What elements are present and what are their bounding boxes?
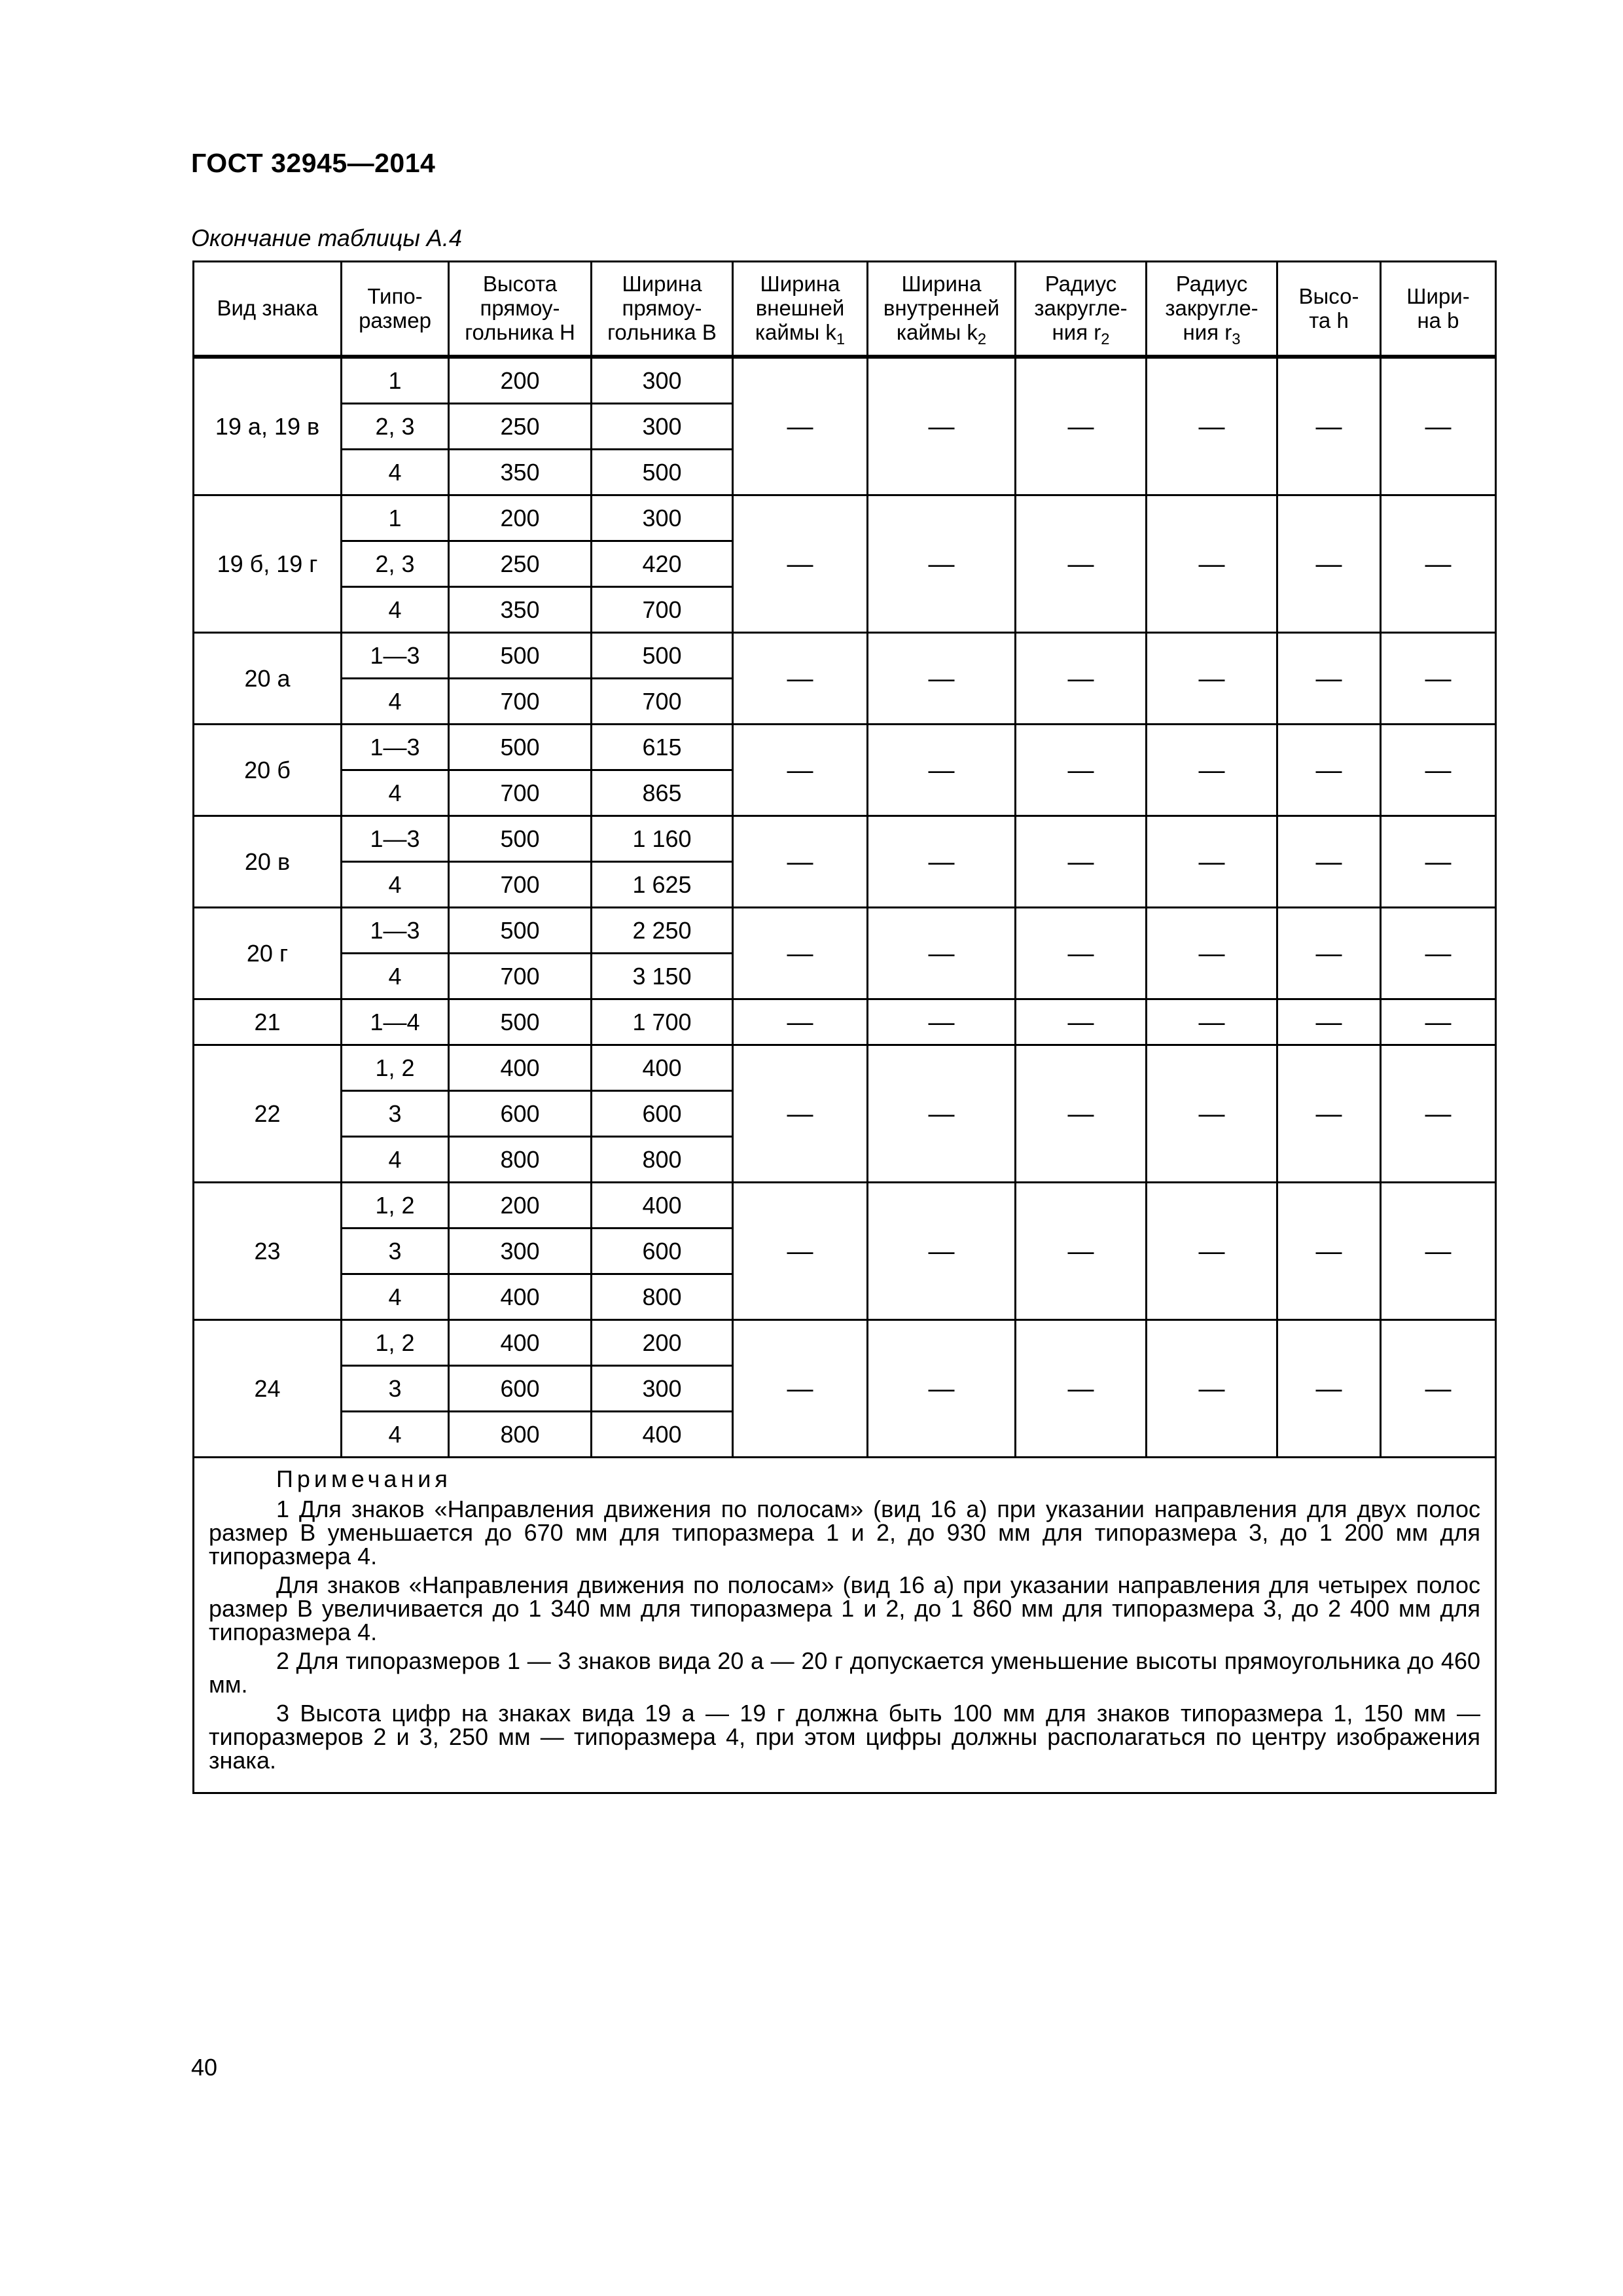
table-row xyxy=(194,1183,1496,1229)
header-cell: Высота прямоу- гольника H xyxy=(449,262,592,357)
header-cell: Ширина внешней каймы $k_1$ xyxy=(733,262,868,357)
dash-cell: — xyxy=(1381,1320,1496,1458)
dash-cell: — xyxy=(733,1045,868,1183)
dash-cell: — xyxy=(1381,999,1496,1045)
width-cell: 400 xyxy=(592,1045,733,1091)
size-cell: 4 xyxy=(342,679,449,725)
dash-cell: — xyxy=(1277,633,1381,725)
size-cell: 2, 3 xyxy=(342,404,449,450)
height-cell: 600 xyxy=(449,1091,592,1137)
dash-cell: — xyxy=(733,816,868,908)
dash-cell: — xyxy=(1016,999,1147,1045)
size-cell: 1—3 xyxy=(342,908,449,954)
dash-cell: — xyxy=(1016,1320,1147,1458)
dash-cell: — xyxy=(733,357,868,495)
sign-kind-cell: 22 xyxy=(194,1045,342,1183)
dash-cell: — xyxy=(1277,816,1381,908)
width-cell: 615 xyxy=(592,725,733,770)
dash-cell: — xyxy=(1277,357,1381,495)
dash-cell: — xyxy=(1381,908,1496,999)
width-cell: 1 625 xyxy=(592,862,733,908)
table-row xyxy=(194,633,1496,679)
dash-cell: — xyxy=(868,725,1016,816)
header-cell: Типо- размер xyxy=(342,262,449,357)
height-cell: 200 xyxy=(449,357,592,404)
dash-cell: — xyxy=(1147,1320,1277,1458)
size-cell: 1, 2 xyxy=(342,1320,449,1366)
notes-title: Примечания xyxy=(276,1465,452,1492)
width-cell: 300 xyxy=(592,1366,733,1412)
dash-cell: — xyxy=(733,633,868,725)
width-cell: 420 xyxy=(592,541,733,587)
height-cell: 700 xyxy=(449,770,592,816)
table-row xyxy=(194,1045,1496,1091)
height-cell: 800 xyxy=(449,1412,592,1458)
table-header-row xyxy=(194,262,1496,357)
size-cell: 3 xyxy=(342,1366,449,1412)
dash-cell: — xyxy=(1147,633,1277,725)
width-cell: 300 xyxy=(592,357,733,404)
sign-kind-cell: 20 б xyxy=(194,725,342,816)
dimensions-table xyxy=(192,260,1497,1794)
dash-cell: — xyxy=(1277,1320,1381,1458)
header-cell: Ширина внутренней каймы $k_2$ xyxy=(868,262,1016,357)
size-cell: 2, 3 xyxy=(342,541,449,587)
header-cell: Шири- на b xyxy=(1381,262,1496,357)
document-code: ГОСТ 32945—2014 xyxy=(191,148,436,178)
height-cell: 700 xyxy=(449,862,592,908)
table-row xyxy=(194,1320,1496,1366)
dash-cell: — xyxy=(733,999,868,1045)
dash-cell: — xyxy=(1147,725,1277,816)
dash-cell: — xyxy=(1016,908,1147,999)
width-cell: 600 xyxy=(592,1229,733,1274)
width-cell: 1 160 xyxy=(592,816,733,862)
height-cell: 400 xyxy=(449,1320,592,1366)
size-cell: 1 xyxy=(342,495,449,541)
dash-cell: — xyxy=(1016,357,1147,495)
height-cell: 700 xyxy=(449,954,592,999)
dash-cell: — xyxy=(1277,999,1381,1045)
width-cell: 800 xyxy=(592,1137,733,1183)
size-cell: 4 xyxy=(342,770,449,816)
table-row xyxy=(194,495,1496,541)
width-cell: 300 xyxy=(592,404,733,450)
dash-cell: — xyxy=(868,495,1016,633)
dash-cell: — xyxy=(1381,1183,1496,1320)
sign-kind-cell: 19 а, 19 в xyxy=(194,357,342,495)
width-cell: 700 xyxy=(592,587,733,633)
header-cell: Вид знака xyxy=(194,262,342,357)
size-cell: 4 xyxy=(342,954,449,999)
dash-cell: — xyxy=(1277,908,1381,999)
dash-cell: — xyxy=(733,1183,868,1320)
dash-cell: — xyxy=(868,908,1016,999)
dash-cell: — xyxy=(1147,816,1277,908)
dash-cell: — xyxy=(1147,1045,1277,1183)
dash-cell: — xyxy=(868,1045,1016,1183)
dash-cell: — xyxy=(868,1320,1016,1458)
height-cell: 600 xyxy=(449,1366,592,1412)
note-paragraph: 2 Для типоразмеров 1 — 3 знаков вида 20 а — 20 г допускается уменьшение высоты прямоугольника до 460 мм. xyxy=(209,1647,1480,1698)
size-cell: 1—3 xyxy=(342,633,449,679)
header-cell: Радиус закругле- ния $r_3$ xyxy=(1147,262,1277,357)
dash-cell: — xyxy=(1381,1045,1496,1183)
header-cell: Высо- та h xyxy=(1277,262,1381,357)
height-cell: 500 xyxy=(449,999,592,1045)
table-row xyxy=(194,816,1496,862)
height-cell: 200 xyxy=(449,1183,592,1229)
width-cell: 3 150 xyxy=(592,954,733,999)
size-cell: 4 xyxy=(342,450,449,495)
page-number: 40 xyxy=(191,2054,218,2081)
dash-cell: — xyxy=(733,725,868,816)
dash-cell: — xyxy=(1381,357,1496,495)
width-cell: 865 xyxy=(592,770,733,816)
dash-cell: — xyxy=(1381,725,1496,816)
sign-kind-cell: 23 xyxy=(194,1183,342,1320)
height-cell: 250 xyxy=(449,541,592,587)
dash-cell: — xyxy=(1277,495,1381,633)
table-row xyxy=(194,908,1496,954)
table-row xyxy=(194,999,1496,1045)
height-cell: 500 xyxy=(449,816,592,862)
width-cell: 500 xyxy=(592,633,733,679)
dash-cell: — xyxy=(1381,495,1496,633)
height-cell: 700 xyxy=(449,679,592,725)
height-cell: 800 xyxy=(449,1137,592,1183)
dash-cell: — xyxy=(1016,725,1147,816)
size-cell: 4 xyxy=(342,1274,449,1320)
width-cell: 300 xyxy=(592,495,733,541)
header-cell: Радиус закругле- ния $r_2$ xyxy=(1016,262,1147,357)
table-row xyxy=(194,357,1496,404)
size-cell: 1—3 xyxy=(342,725,449,770)
sign-kind-cell: 20 в xyxy=(194,816,342,908)
size-cell: 3 xyxy=(342,1229,449,1274)
dash-cell: — xyxy=(868,357,1016,495)
dash-cell: — xyxy=(1016,1045,1147,1183)
size-cell: 1—4 xyxy=(342,999,449,1045)
height-cell: 200 xyxy=(449,495,592,541)
dash-cell: — xyxy=(1381,816,1496,908)
dash-cell: — xyxy=(1147,1183,1277,1320)
size-cell: 1, 2 xyxy=(342,1183,449,1229)
dash-cell: — xyxy=(1016,1183,1147,1320)
height-cell: 400 xyxy=(449,1045,592,1091)
header-cell: Ширина прямоу- гольника B xyxy=(592,262,733,357)
size-cell: 4 xyxy=(342,862,449,908)
height-cell: 350 xyxy=(449,587,592,633)
dash-cell: — xyxy=(868,1183,1016,1320)
dash-cell: — xyxy=(1147,908,1277,999)
size-cell: 3 xyxy=(342,1091,449,1137)
size-cell: 1 xyxy=(342,357,449,404)
sign-kind-cell: 21 xyxy=(194,999,342,1045)
size-cell: 1—3 xyxy=(342,816,449,862)
dash-cell: — xyxy=(1277,1045,1381,1183)
dash-cell: — xyxy=(733,1320,868,1458)
note-paragraph: 1 Для знаков «Направления движения по полосам» (вид 16 а) при указании направления для двух полос размер B уменьшается до 670 мм для типоразмера 1 и 2, до 930 мм для типоразмера 3, до 1 200 мм для типоразмера 4. xyxy=(209,1496,1480,1570)
dash-cell: — xyxy=(1016,816,1147,908)
height-cell: 500 xyxy=(449,633,592,679)
notes-row xyxy=(194,1458,1496,1793)
size-cell: 4 xyxy=(342,1412,449,1458)
sign-kind-cell: 20 г xyxy=(194,908,342,999)
height-cell: 500 xyxy=(449,908,592,954)
sign-kind-cell: 20 а xyxy=(194,633,342,725)
dash-cell: — xyxy=(1016,633,1147,725)
dash-cell: — xyxy=(868,999,1016,1045)
dash-cell: — xyxy=(1381,633,1496,725)
sign-kind-cell: 24 xyxy=(194,1320,342,1458)
dash-cell: — xyxy=(1147,357,1277,495)
dash-cell: — xyxy=(1277,725,1381,816)
width-cell: 800 xyxy=(592,1274,733,1320)
width-cell: 200 xyxy=(592,1320,733,1366)
dash-cell: — xyxy=(1147,999,1277,1045)
size-cell: 4 xyxy=(342,1137,449,1183)
notes-cell xyxy=(194,1458,1496,1793)
dash-cell: — xyxy=(1277,1183,1381,1320)
dash-cell: — xyxy=(868,816,1016,908)
sign-kind-cell: 19 б, 19 г xyxy=(194,495,342,633)
size-cell: 1, 2 xyxy=(342,1045,449,1091)
width-cell: 400 xyxy=(592,1412,733,1458)
height-cell: 350 xyxy=(449,450,592,495)
width-cell: 500 xyxy=(592,450,733,495)
dash-cell: — xyxy=(868,633,1016,725)
dash-cell: — xyxy=(1147,495,1277,633)
width-cell: 1 700 xyxy=(592,999,733,1045)
width-cell: 400 xyxy=(592,1183,733,1229)
table-row xyxy=(194,725,1496,770)
height-cell: 300 xyxy=(449,1229,592,1274)
note-paragraph: Для знаков «Направления движения по полосам» (вид 16 а) при указании направления для четырех полос размер B увеличивается до 1 340 мм для типоразмера 1 и 2, до 1 860 мм для типоразмера 3, до 2 400 мм для типоразмера 4. xyxy=(209,1571,1480,1645)
height-cell: 400 xyxy=(449,1274,592,1320)
table-caption: Окончание таблицы А.4 xyxy=(191,224,462,251)
height-cell: 500 xyxy=(449,725,592,770)
size-cell: 4 xyxy=(342,587,449,633)
width-cell: 2 250 xyxy=(592,908,733,954)
height-cell: 250 xyxy=(449,404,592,450)
width-cell: 700 xyxy=(592,679,733,725)
dash-cell: — xyxy=(733,908,868,999)
width-cell: 600 xyxy=(592,1091,733,1137)
note-paragraph: 3 Высота цифр на знаках вида 19 а — 19 г должна быть 100 мм для знаков типоразмера 1, 150 мм — типоразмеров 2 и 3, 250 мм — типоразмера 4, при этом цифры должны располагаться по центру изображения знака. xyxy=(209,1700,1480,1774)
dash-cell: — xyxy=(733,495,868,633)
dash-cell: — xyxy=(1016,495,1147,633)
